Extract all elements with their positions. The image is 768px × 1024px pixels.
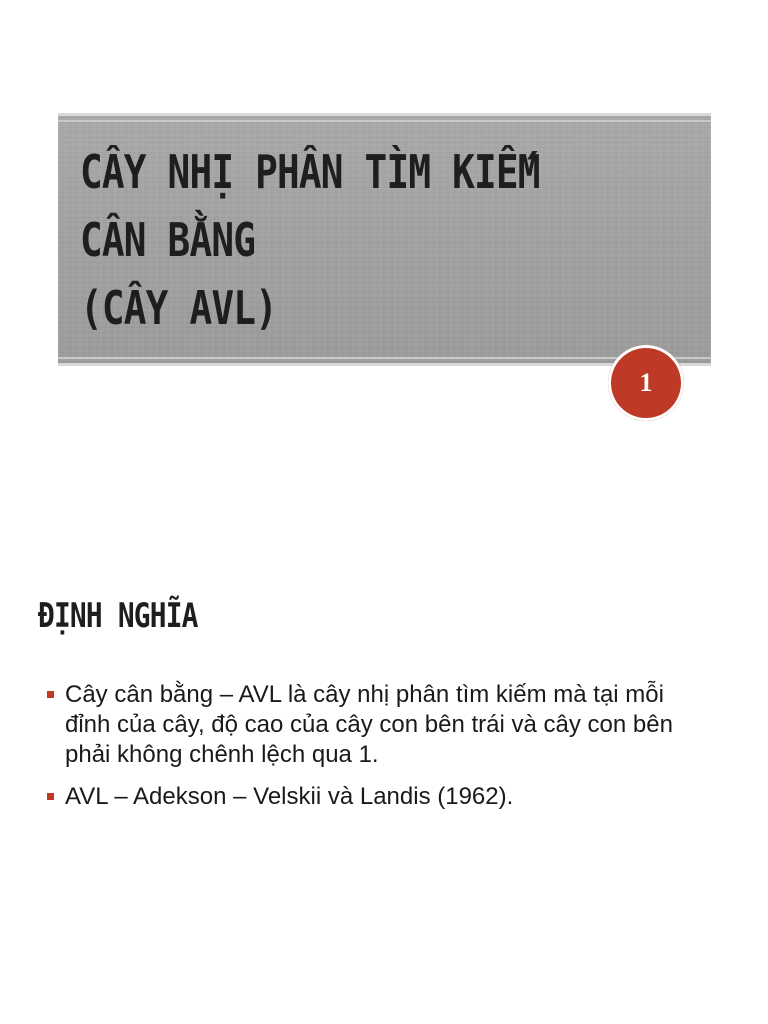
bullet-text: Cây cân bằng – AVL là cây nhị phân tìm kiếm mà tại mỗi đỉnh của cây, độ cao của cây con bên trái và cây con bên phải không chênh lệch qua 1.	[65, 681, 673, 768]
slide-number-badge	[608, 345, 684, 421]
section-heading: ĐỊNH NGHĨA	[38, 596, 198, 636]
slide-number: 1	[639, 368, 653, 397]
title-line-1: CÂY NHỊ PHÂN TÌM KIẾM	[80, 145, 540, 199]
bullet-text: AVL – Adekson – Velskii và Landis (1962).	[65, 783, 514, 810]
bullet-item-definition	[47, 680, 707, 770]
title-banner	[58, 113, 711, 366]
bullet-item-origin	[47, 782, 707, 812]
square-bullet-icon	[47, 691, 54, 698]
title-line-3: (CÂY AVL)	[80, 281, 278, 335]
content-slide	[0, 560, 768, 1024]
title-line-2: CÂN BẰNG	[80, 213, 256, 267]
title-slide	[0, 0, 768, 470]
slide-title	[80, 138, 540, 342]
square-bullet-icon	[47, 793, 54, 800]
bullet-list	[47, 680, 707, 824]
